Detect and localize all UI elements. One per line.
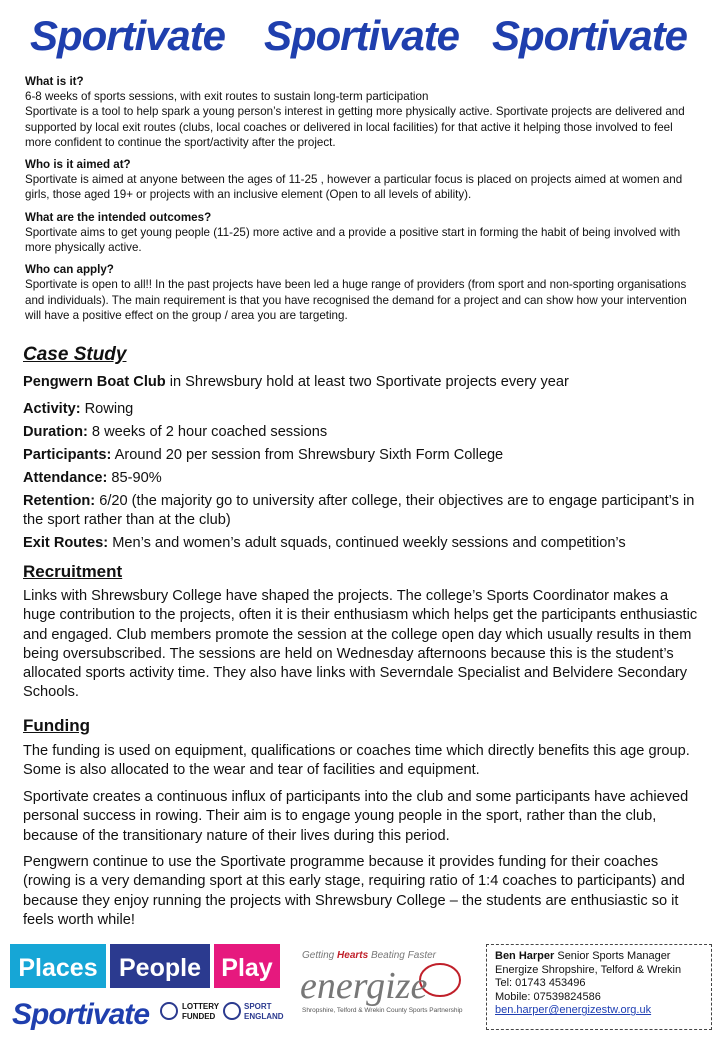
fact-exit-routes bbox=[23, 534, 703, 553]
contact-email-link[interactable]: ben.harper@energizestw.org.uk bbox=[495, 1004, 652, 1017]
contact-name: Ben Harper bbox=[495, 950, 555, 962]
energize-logo bbox=[300, 950, 463, 1014]
contact-mobile: Mobile: 07539824586 bbox=[495, 990, 601, 1003]
ppp-people: People bbox=[119, 954, 201, 982]
club-name: Pengwern Boat Club bbox=[23, 374, 166, 390]
intro-question: Who can apply? bbox=[25, 263, 114, 277]
fact-label: Attendance: bbox=[23, 470, 108, 486]
funding-heading: Funding bbox=[23, 716, 91, 735]
fact-value: 8 weeks of 2 hour coached sessions bbox=[87, 424, 328, 440]
fact-retention bbox=[23, 492, 703, 530]
fact-value: Rowing bbox=[80, 401, 134, 417]
places-people-play-logo bbox=[10, 944, 280, 988]
fact-activity bbox=[23, 400, 703, 419]
sportivate-logo-2 bbox=[260, 10, 464, 60]
funding-paragraph: Pengwern continue to use the Sportivate programme because it provides funding for their coaches (rowing is a very demanding sport at this early stage, requiring ratio of 1:4 coaches to participants) and because they enjoy running the projects with Shrewsbury College – the students are enthusiastic so it feels worth while! bbox=[23, 854, 685, 928]
funding-paragraph: Sportivate creates a continuous influx of participants into the club and some participants have achieved personal success in rowing. Their aim is to engage young people in the sport, rather than the club, because of the transitionary nature of their lives during this period. bbox=[23, 789, 689, 844]
intro-question: What are the intended outcomes? bbox=[25, 210, 212, 224]
intro-answer: Sportivate is aimed at anyone between the ages of 11-25 , however a particular focus is placed on projects aimed at women and girls, those aged 19+ or projects with an inclusive element (Open to all levels of ability). bbox=[25, 173, 683, 202]
energize-name: energize bbox=[300, 965, 428, 1007]
case-study-club bbox=[23, 373, 703, 392]
intro-section bbox=[25, 74, 697, 330]
intro-question: Who is it aimed at? bbox=[25, 158, 131, 172]
energize-tagline-post: Beating Faster bbox=[368, 950, 436, 961]
fact-value: 85-90% bbox=[107, 470, 162, 486]
sport-england-logo bbox=[224, 1002, 284, 1021]
partner-logos bbox=[10, 940, 480, 1032]
ppp-play: Play bbox=[221, 954, 273, 982]
footer-logos bbox=[10, 940, 480, 1037]
lottery-line-1: LOTTERY bbox=[182, 1002, 220, 1011]
logo-text: Sportivate bbox=[264, 12, 460, 59]
logo-text: Sportivate bbox=[30, 12, 226, 59]
intro-answer: Sportivate aims to get young people (11-25) more active and a provide a positive start in forming the habit of being involved with more physically active. bbox=[25, 225, 681, 255]
intro-question: What is it? bbox=[25, 75, 84, 88]
logo-text: Sportivate bbox=[492, 12, 688, 59]
intro-answer: 6-8 weeks of sports sessions, with exit routes to sustain long-term participation bbox=[25, 90, 429, 104]
intro-who-apply bbox=[25, 262, 697, 323]
intro-what bbox=[25, 74, 697, 150]
contact-role: Senior Sports Manager bbox=[554, 950, 671, 962]
fact-value: Around 20 per session from Shrewsbury Sixth Form College bbox=[111, 447, 504, 463]
fact-label: Retention: bbox=[23, 493, 96, 509]
intro-answer: Sportivate is open to all!! In the past projects have been led a huge range of providers (from sport and non-sporting organisations and individuals). The main requirement is that you have recognised the demand for a project and can show how your intervention will have a positive effect on the group / area you are targeting. bbox=[25, 278, 687, 322]
recruitment-heading: Recruitment bbox=[23, 562, 123, 581]
fact-label: Activity: bbox=[23, 401, 81, 417]
fact-label: Exit Routes: bbox=[23, 535, 109, 551]
sport-england-line-1: SPORT bbox=[244, 1002, 272, 1011]
energize-sub: Shropshire, Telford & Wrekin County Sports Partnership bbox=[302, 1007, 463, 1014]
intro-who-aimed bbox=[25, 157, 697, 203]
sportivate-logo-1 bbox=[26, 10, 230, 60]
sportivate-logo-3 bbox=[488, 10, 692, 60]
case-study-heading: Case Study bbox=[23, 344, 127, 365]
club-text: in Shrewsbury hold at least two Sportivate projects every year bbox=[165, 374, 569, 390]
fact-attendance bbox=[23, 469, 703, 488]
lottery-funded-logo bbox=[161, 1002, 220, 1021]
footer-sportivate-text: Sportivate bbox=[12, 998, 150, 1031]
fact-value: Men’s and women’s adult squads, continued weekly sessions and competition’s bbox=[108, 535, 626, 551]
funding-paragraph: The funding is used on equipment, qualifications or coaches time which directly benefits this age group. Some is also allocated to the wear and tear of facilities and equipment. bbox=[23, 743, 690, 779]
fact-label: Participants: bbox=[23, 447, 112, 463]
energize-tagline-hearts: Hearts bbox=[337, 950, 369, 961]
fact-label: Duration: bbox=[23, 424, 88, 440]
fact-value: 6/20 (the majority go to university after college, their objectives are to engage participant’s in the sport rather than at the club) bbox=[23, 493, 695, 528]
lottery-line-2: FUNDED bbox=[182, 1012, 216, 1021]
svg-text:Getting Hearts Beating Faster bbox=[302, 950, 437, 961]
sport-england-line-2: ENGLAND bbox=[244, 1012, 284, 1021]
recruitment-text: Links with Shrewsbury College have shaped the projects. The college’s Sports Coordinator makes a huge contribution to the projects, often it is their enthusiasm which helps get the participants enthusiastic and engaged. Club members promote the session at the college open day which usually results in them being oversubscribed. The sessions are held on Wednesday afternoons because this is the student’s allocated sports activity time. They also have links with Severndale Specialist and Belvidere Secondary Schools. bbox=[23, 588, 698, 701]
energize-tagline-pre: Getting bbox=[302, 950, 338, 961]
intro-answer: Sportivate is a tool to help spark a young person’s interest in getting more physically active. Sportivate projects are delivered and supported by local exit routes (clubs, local coaches or delivered in local facilities) for that active it helping those involved to feel more confident to continue the sport/activity after the project. bbox=[25, 105, 685, 149]
ppp-places: Places bbox=[18, 954, 98, 982]
contact-box bbox=[486, 944, 712, 1030]
contact-tel: Tel: 01743 453496 bbox=[495, 977, 586, 990]
fact-participants bbox=[23, 446, 703, 465]
fact-duration bbox=[23, 423, 703, 442]
intro-outcomes bbox=[25, 210, 697, 256]
contact-org: Energize Shropshire, Telford & Wrekin bbox=[495, 963, 682, 976]
contact-name-line bbox=[495, 950, 703, 964]
